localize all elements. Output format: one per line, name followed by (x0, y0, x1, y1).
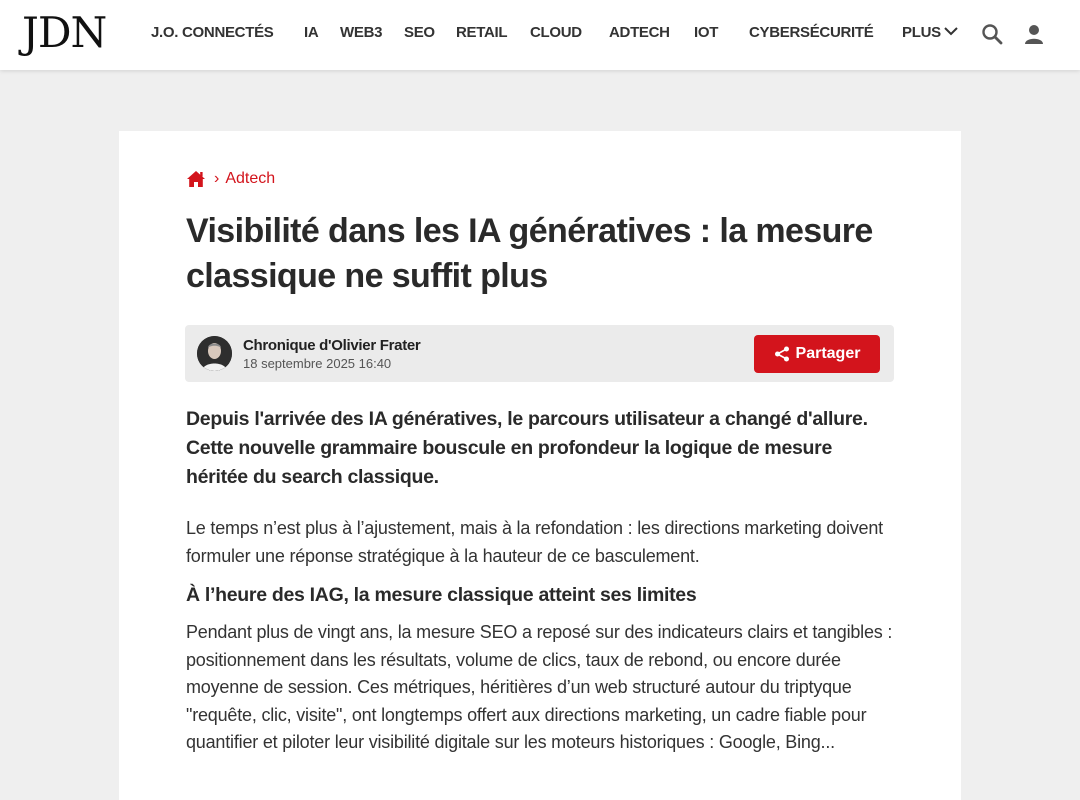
nav-item-cybersecurite[interactable]: CYBERSÉCURITÉ (749, 24, 874, 41)
user-account-icon[interactable] (1022, 22, 1046, 46)
share-icon (774, 346, 790, 362)
nav-item-ia[interactable]: IA (304, 24, 319, 41)
author-box (185, 325, 894, 382)
site-logo[interactable]: JDN (22, 8, 107, 57)
article-paragraph-2: Pendant plus de vingt ans, la mesure SEO a reposé sur des indicateurs clairs et tangibles : positionnement dans les résultats, volume de clics, taux de rebond, ou encore durée moyenne de session. Ces métriques, héritières d’un web structuré autour du triptyque "requête, clic, visite", ont longtemps offert aux directions marketing, un cadre fiable pour quantifier et piloter leur visibilité digitale sur les moteurs historiques : Google, Bing... (186, 622, 893, 752)
top-header (0, 0, 1080, 70)
nav-plus-label: PLUS (902, 24, 941, 41)
section-heading: À l’heure des IAG, la mesure classique atteint ses limites (186, 584, 697, 606)
article-lead: Depuis l'arrivée des IA génératives, le parcours utilisateur a changé d'allure. Cette nouvelle grammaire bouscule en profondeur la logique de mesure héritée du search classique. (186, 408, 868, 488)
chevron-down-icon (944, 26, 958, 36)
breadcrumb (186, 169, 275, 189)
share-button[interactable] (754, 335, 880, 373)
nav-item-iot[interactable]: IOT (694, 24, 719, 41)
publish-date: 18 septembre 2025 16:40 (243, 356, 392, 371)
nav-item-seo[interactable]: SEO (404, 24, 435, 41)
nav-item-cloud[interactable]: CLOUD (530, 24, 582, 41)
article-paragraph-1: Le temps n’est plus à l’ajustement, mais à la refondation : les directions marketing doivent formuler une réponse stratégique à la hauteur de ce basculement. (186, 518, 883, 566)
share-label: Partager (795, 345, 861, 362)
author-name[interactable]: Chronique d'Olivier Frater (243, 337, 421, 354)
nav-item-web3[interactable]: WEB3 (340, 24, 383, 41)
search-icon[interactable] (980, 22, 1004, 46)
nav-item-retail[interactable]: RETAIL (456, 24, 508, 41)
author-avatar[interactable] (197, 336, 232, 371)
nav-item-plus[interactable] (902, 24, 958, 41)
breadcrumb-category-link[interactable]: Adtech (225, 170, 276, 187)
breadcrumb-chevron-icon: › (214, 170, 220, 187)
home-icon[interactable] (186, 170, 206, 188)
nav-item-adtech[interactable]: ADTECH (609, 24, 670, 41)
nav-item-jo-connectes[interactable]: J.O. CONNECTÉS (151, 24, 274, 41)
article-card (119, 131, 961, 800)
article-title: Visibilité dans les IA génératives : la mesure classique ne suffit plus (186, 212, 873, 295)
